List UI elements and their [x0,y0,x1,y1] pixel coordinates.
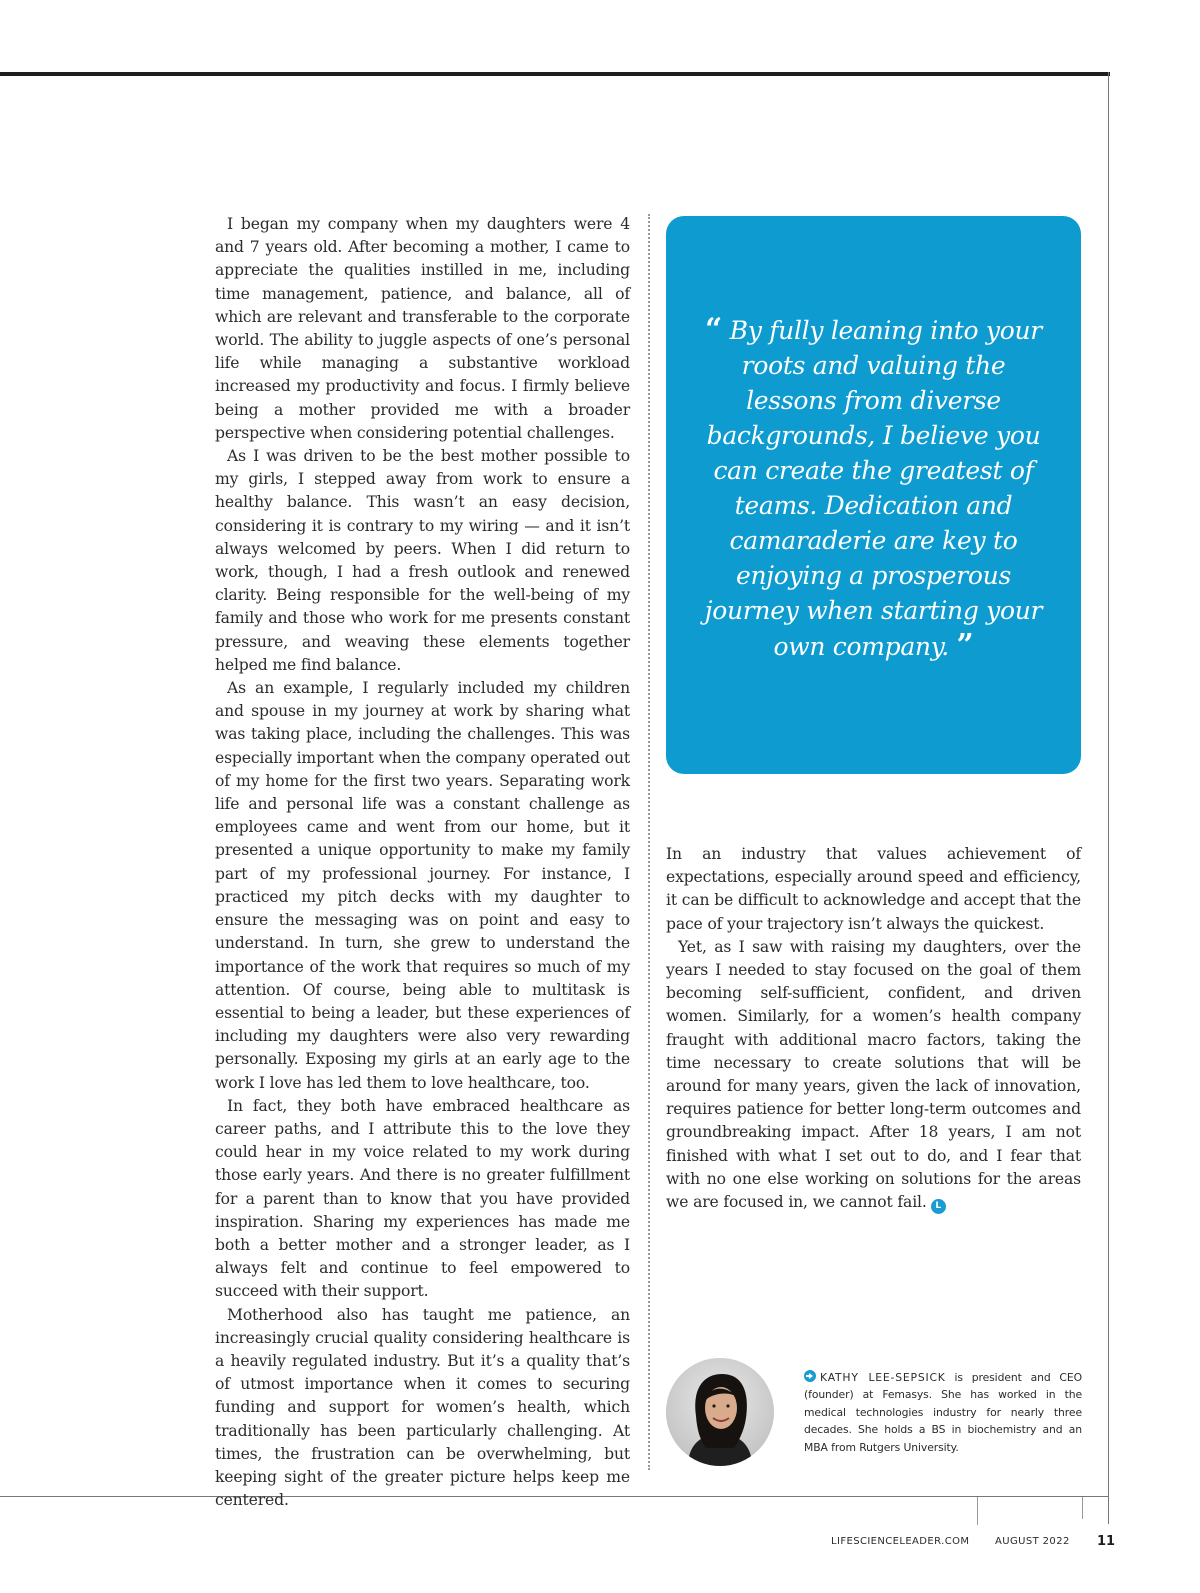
end-of-article-icon: L [931,1199,946,1214]
article-left-column [215,213,630,1512]
paragraph-last [666,936,1081,1214]
footer-divider [1082,1497,1083,1519]
page-footer [0,1496,1200,1556]
paragraph: In an industry that values achievement of expectations, especially around speed and efficiency, it can be difficult to acknowledge and accept that the pace of your trajectory isn’t always the quickest. [666,845,1081,933]
pull-quote [701,312,1046,664]
page-number: 11 [1097,1534,1116,1549]
pull-quote-text: By fully leaning into your roots and valuing the lessons from diverse backgrounds, I believe you can create the greatest of teams. Dedication and camaraderie are key to enjoying a prosperous journey when starting your own company. [704,316,1043,661]
arrow-right-circle-icon [804,1370,816,1382]
author-bio-text [804,1369,1082,1456]
author-description: is president and CEO (founder) at Femasys. She has worked in the medical technologies industry for nearly three decades. She holds a BS in biochemistry and an MBA from Rutgers University. [804,1371,1082,1454]
right-border-rule [1108,72,1109,1524]
article-right-column [666,843,1081,1214]
footer-website: LIFESCIENCELEADER.COM [831,1536,970,1547]
pull-quote-box [666,216,1081,774]
open-quote-mark: “ [705,312,723,347]
paragraph: Motherhood also has taught me patience, an increasingly crucial quality considering healthcare is a heavily regulated industry. But it’s a quality that’s of utmost importance when it comes to securing funding and support for women’s health, which traditionally has been particularly challenging. At times, the frustration can be overwhelming, but keeping sight of the greater picture helps keep me centered. [215,1305,630,1510]
author-portrait-icon [666,1358,774,1466]
footer-issue-date: AUGUST 2022 [995,1536,1070,1547]
close-quote-mark: ” [956,628,974,663]
footer-divider [977,1497,978,1525]
author-photo [666,1358,774,1466]
top-rule [0,72,1110,76]
paragraph: I began my company when my daughters were 4 and 7 years old. After becoming a mother, I came to appreciate the qualities instilled in me, including time management, patience, and balance, all of which are relevant and transferable to the corporate world. The ability to juggle aspects of one’s personal life while managing a substantive workload increased my productivity and focus. I firmly believe being a mother provided me with a broader perspective when considering potential challenges. [215,215,630,442]
paragraph: In fact, they both have embraced healthcare as career paths, and I attribute this to the love they could hear in my voice related to my work during those early years. And there is no greater fulfillment for a parent than to know that you have provided inspiration. Sharing my experiences has made me both a better mother and a stronger leader, as I always felt and continue to feel empowered to succeed with their support. [215,1096,630,1301]
paragraph-text: Yet, as I saw with raising my daughters, over the years I needed to stay focused on the goal of them becoming self-sufficient, confident, and driven women. Similarly, for a women’s health company fraught with additional macro factors, taking the time necessary to create solutions that will be around for many years, given the lack of innovation, requires patience for better long-term outcomes and groundbreaking impact. After 18 years, I am not finished with what I set out to do, and I fear that with no one else working on solutions for the areas we are focused in, we cannot fail. [666,937,1081,1212]
paragraph: As an example, I regularly included my children and spouse in my journey at work by sharing what was taking place, including the challenges. This was especially important when the company operated out of my home for the first two years. Separating work life and personal life was a constant challenge as employees came and went from our home, but it presented a unique opportunity to make my family part of my professional journey. For instance, I practiced my pitch decks with my daughter to ensure the messaging was on point and easy to understand. In turn, she grew to understand the importance of the work that requires so much of my attention. Of course, being able to multitask is essential to being a leader, but these experiences of including my daughters were also very rewarding personally. Exposing my girls at an early age to the work I love has led them to love healthcare, too. [215,679,630,1092]
column-divider [648,214,650,1470]
paragraph: As I was driven to be the best mother possible to my girls, I stepped away from work to ensure a healthy balance. This wasn’t an easy decision, considering it is contrary to my wiring — and it isn’t always welcomed by peers. When I did return to work, though, I had a fresh outlook and renewed clarity. Being responsible for the well-being of my family and those who work for me presents constant pressure, and weaving these elements together helped me find balance. [215,447,630,674]
author-name: KATHY LEE-SEPSICK [820,1371,946,1384]
author-bio [666,1358,1081,1468]
